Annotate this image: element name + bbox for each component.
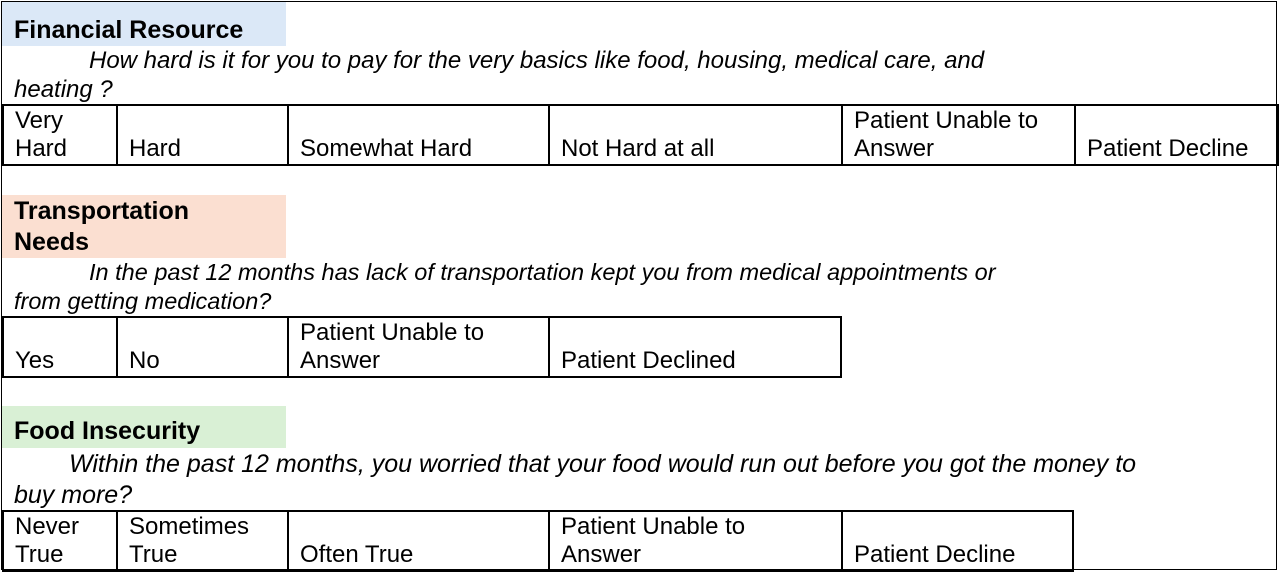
option-label: Not Hard at all — [561, 135, 715, 162]
option-label: No — [129, 347, 160, 374]
option-patient-declined[interactable] — [550, 318, 842, 376]
option-patient-unable-to-answer[interactable] — [289, 318, 550, 376]
option-label: Patient Unable to Answer — [300, 319, 485, 374]
option-patient-decline[interactable] — [1076, 106, 1279, 164]
option-no[interactable] — [118, 318, 289, 376]
option-patient-unable-to-answer[interactable] — [843, 106, 1076, 164]
option-label: Yes — [15, 347, 55, 374]
section-header-transportation — [2, 195, 286, 258]
question-text-line1: In the past 12 months has lack of transportation kept you from medical appointments or — [89, 259, 996, 285]
option-label: Very Hard — [15, 107, 68, 162]
option-often-true[interactable] — [289, 512, 550, 570]
section-title: Transportation Needs — [14, 197, 190, 256]
option-hard[interactable] — [118, 106, 289, 164]
option-label: Patient Unable to Answer — [854, 107, 1039, 162]
option-patient-unable-to-answer[interactable] — [550, 512, 843, 570]
option-somewhat-hard[interactable] — [289, 106, 550, 164]
section-header-financial — [2, 2, 286, 46]
option-label: Sometimes True — [129, 513, 250, 568]
option-label: Patient Decline — [1087, 135, 1249, 162]
option-label: Patient Decline — [854, 541, 1016, 568]
option-label: Patient Unable to Answer — [561, 513, 746, 568]
question-transportation — [14, 258, 1074, 316]
option-label: Somewhat Hard — [300, 135, 473, 162]
option-not-hard-at-all[interactable] — [550, 106, 843, 164]
question-financial — [14, 46, 1054, 104]
question-text-line2: buy more? — [14, 481, 133, 509]
section-header-food — [2, 406, 286, 448]
option-label: Hard — [129, 135, 182, 162]
option-label: Never True — [15, 513, 80, 568]
option-label: Often True — [300, 541, 414, 568]
section-title: Food Insecurity — [14, 417, 201, 445]
section-title: Financial Resource — [14, 16, 244, 44]
options-row-financial — [2, 104, 1279, 166]
question-text-line1: Within the past 12 months, you worried that your food would run out before you got the money to — [69, 450, 1137, 478]
option-yes[interactable] — [4, 318, 118, 376]
question-text-line2: heating ? — [14, 76, 113, 103]
option-very-hard[interactable] — [4, 106, 118, 164]
option-never-true[interactable] — [4, 512, 118, 570]
question-food — [14, 449, 1254, 511]
options-row-transportation — [2, 316, 842, 378]
question-text-line1: How hard is it for you to pay for the very basics like food, housing, medical care, and — [89, 47, 985, 74]
option-sometimes-true[interactable] — [118, 512, 289, 570]
option-patient-decline[interactable] — [843, 512, 1074, 570]
question-text-line2: from getting medication? — [14, 288, 272, 314]
option-label: Patient Declined — [561, 347, 736, 374]
options-row-food — [2, 510, 1074, 572]
